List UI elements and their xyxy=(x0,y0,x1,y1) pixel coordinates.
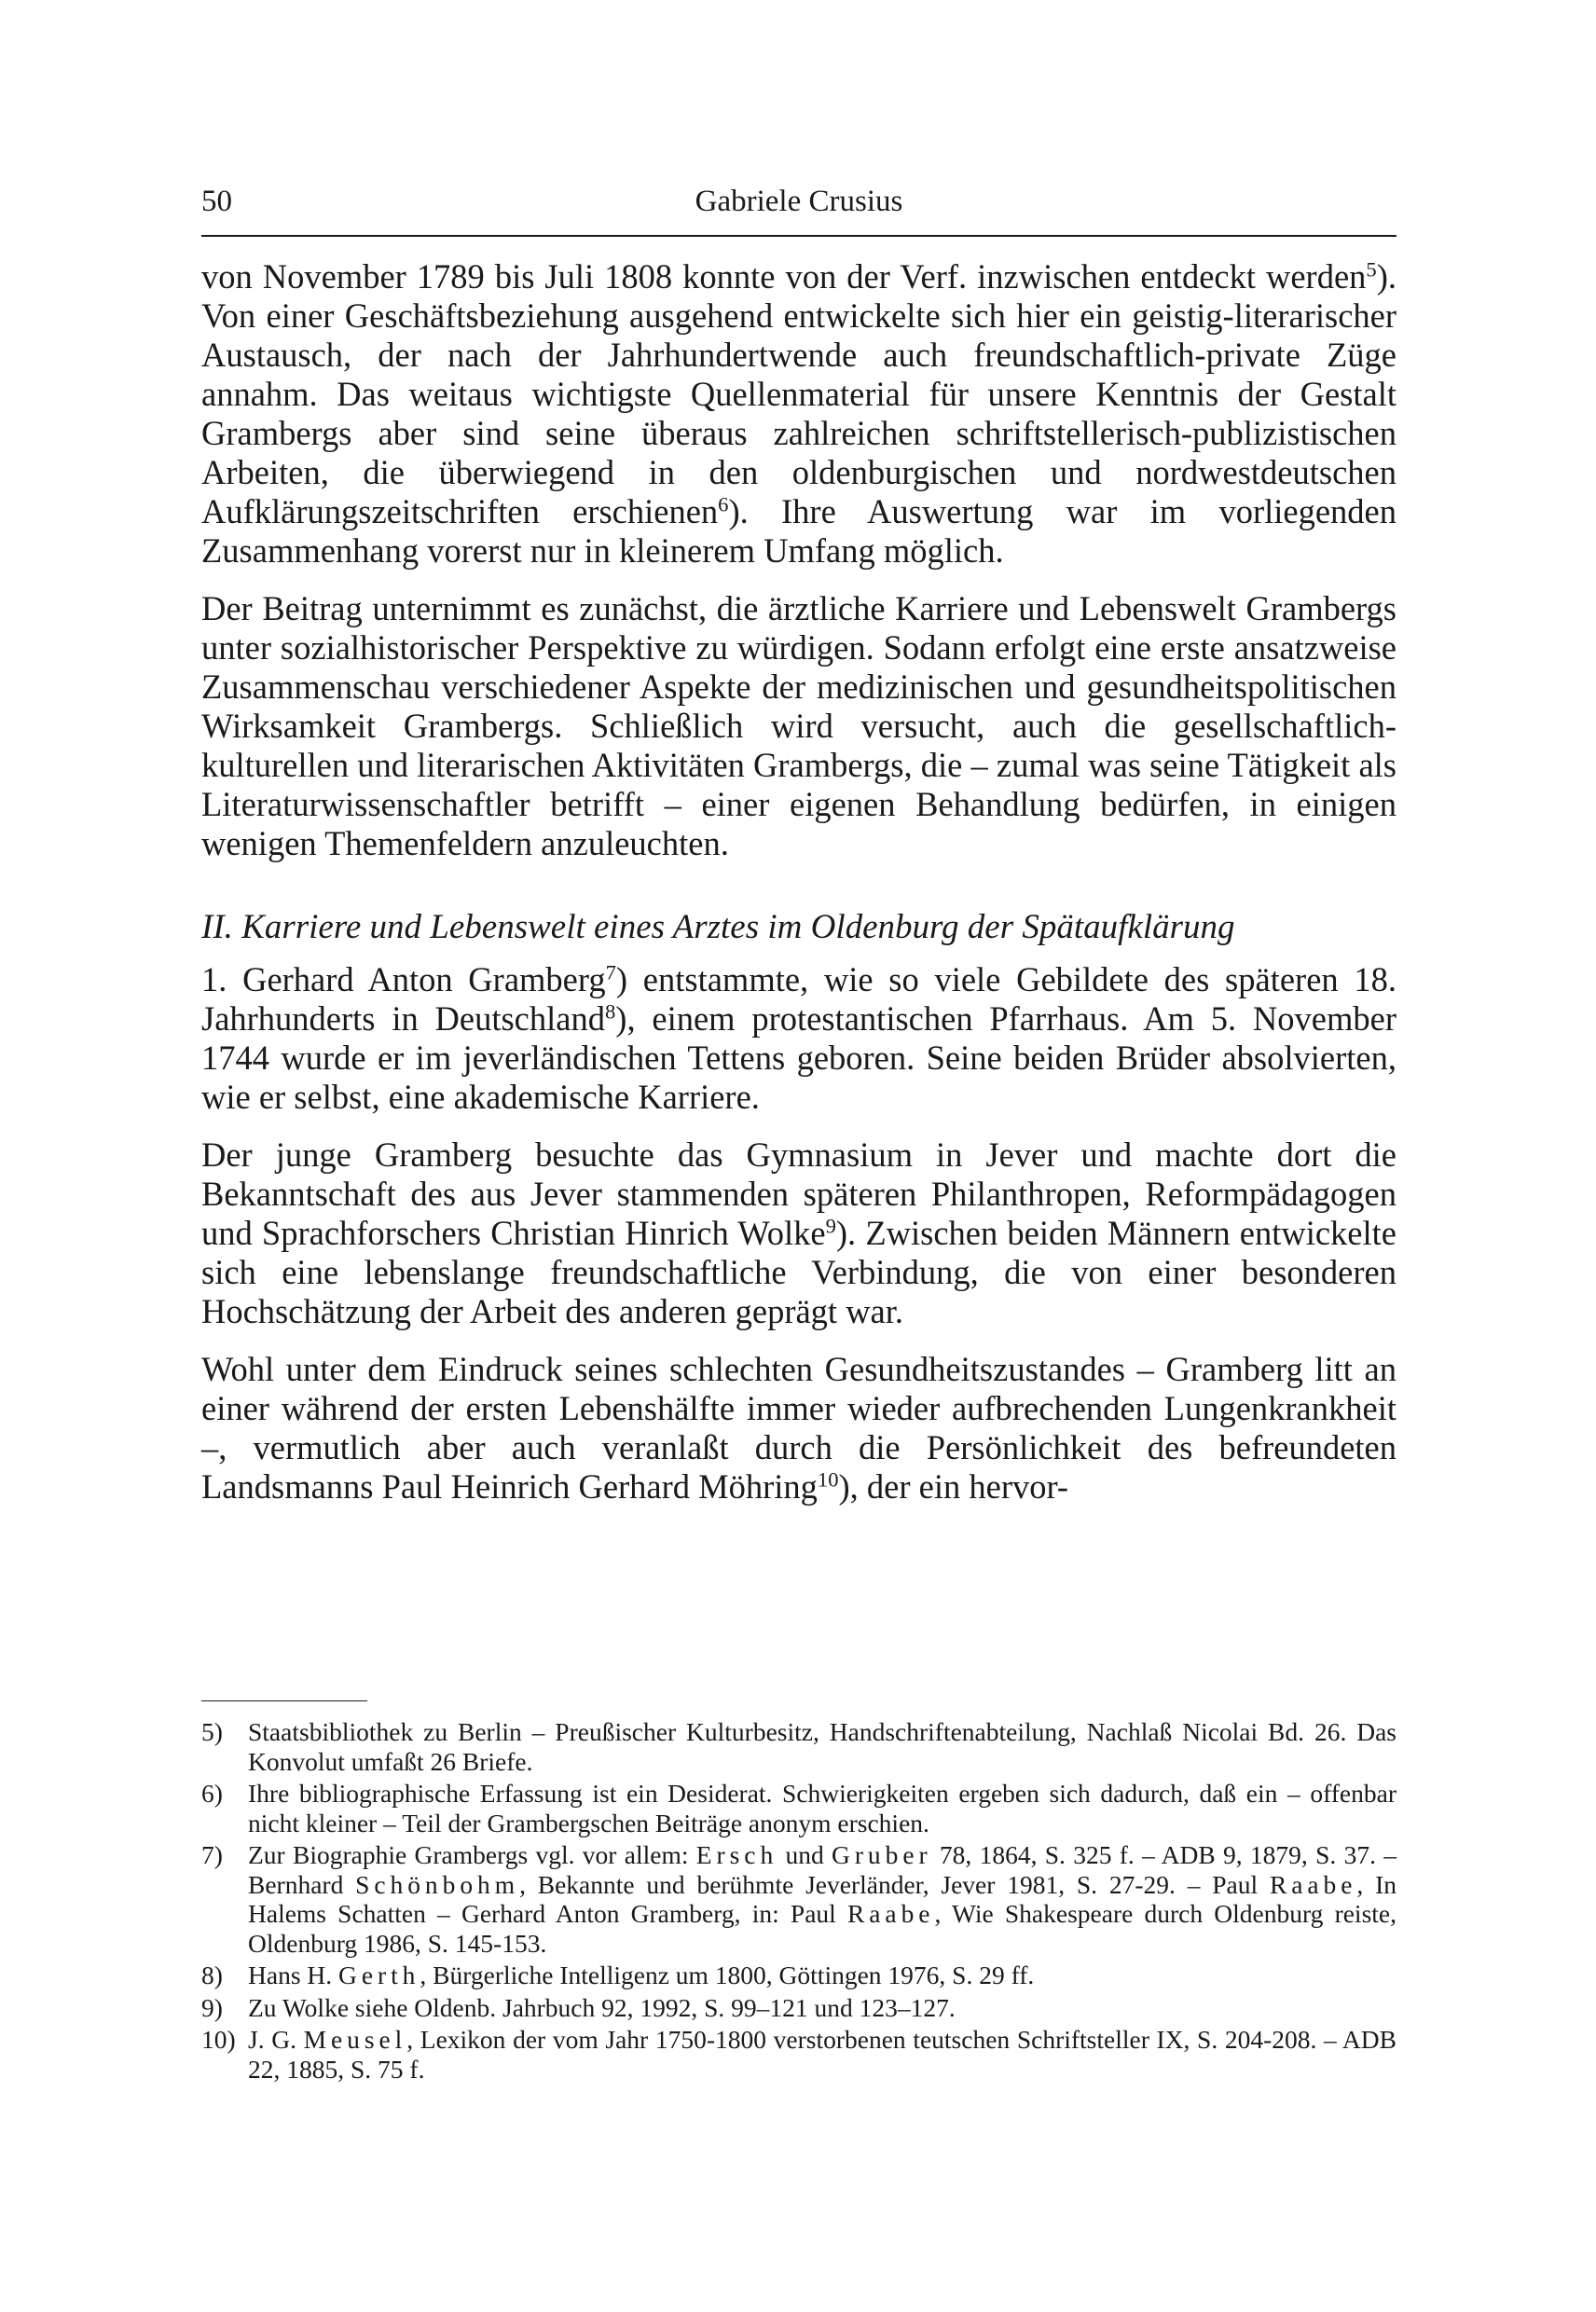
paragraph-1: von November 1789 bis Juli 1808 konnte von der Verf. inzwischen entdeckt werden$^5$). Von einer Geschäftsbeziehung ausgehend entwickelte sich hier ein geistig-literarischer Austausch, der nach der Jahrhundertwende auch freundschaftlich-private Züge annahm. Das weitaus wichtigste Quellenmaterial für unsere Kenntnis der Gestalt Grambergs aber sind seine überaus zahlreichen schriftstellerisch-publizistischen Arbeiten, die überwiegend in den oldenburgischen und nordwestdeutschen Aufklärungszeitschriften erschienen$^6$). Ihre Auswertung war im vorliegenden Zusammenhang vorerst nur in kleinerem Umfang möglich. xyxy=(201,257,1396,570)
paragraph-4: Der junge Gramberg besuchte das Gymnasium in Jever und machte dort die Bekanntschaft des aus Jever stammenden späteren Philanthropen, Reformpädagogen und Sprachforschers Christian Hinrich Wolke$^9$). Zwischen beiden Männern entwickelte sich eine lebenslange freundschaftliche Verbindung, die von einer besonderen Hochschätzung der Arbeit des anderen geprägt war. xyxy=(201,1135,1396,1330)
footnote-mark: 6) xyxy=(201,1779,223,1808)
footnote-mark: 10) xyxy=(201,2025,236,2054)
footnote-ref-6[interactable]: 6 xyxy=(718,492,729,516)
document-page xyxy=(201,0,1396,2312)
footnote-mark: 7) xyxy=(201,1840,223,1869)
footnote-mark: 5) xyxy=(201,1717,223,1746)
section-heading: II. Karriere und Lebenswelt eines Arztes im Oldenburg der Spätaufklärung xyxy=(201,908,1235,946)
author-name: Ersch xyxy=(695,1840,778,1869)
footnote-5: 5) Staatsbibliothek zu Berlin – Preußischer Kulturbesitz, Handschriftenabteilung, Nachlaß Nicolai Bd. 26. Das Konvolut umfaßt 26 Briefe. xyxy=(201,1717,1396,1776)
author-name: Gruber xyxy=(832,1840,932,1869)
author-name: Schönbohm xyxy=(355,1869,520,1899)
footnote-ref-5[interactable]: 5 xyxy=(1366,257,1377,282)
footnote-8: 8) Hans H. Gerth, Bürgerliche Intelligenz um 1800, Göttingen 1976, S. 29 ff. xyxy=(201,1961,1035,1989)
page-number: 50 xyxy=(201,185,232,218)
footnote-mark: 8) xyxy=(201,1961,223,1989)
paragraph-5: Wohl unter dem Eindruck seines schlechten Gesundheitszustandes – Gramberg litt an einer während der ersten Lebenshälfte immer wieder aufbrechenden Lungenkrankheit –, vermutlich aber auch veranlaßt durch die Persönlichkeit des befreundeten Landsmanns Paul Heinrich Gerhard Möhring$^{10}$), der ein hervor- xyxy=(201,1350,1396,1506)
author-name: Raabe xyxy=(846,1899,935,1928)
footnote-7: 7) Zur Biographie Grambergs vgl. vor allem: Ersch und Gruber 78, 1864, S. 325 f. – ADB 9, 1879, S. 37. – Bernhard Schönbohm, Bekannte und berühmte Jeverländer, Jever 1981, S. 27-29. – Paul Raabe, In Halems Schatten – Gerhard Anton Gramberg, in: Paul Raabe, Wie Shakespeare durch Oldenburg reiste, Oldenburg 1986, S. 145-153. xyxy=(201,1840,1396,1958)
footnote-ref-9[interactable]: 9 xyxy=(825,1214,836,1238)
author-name: Meusel xyxy=(303,2025,407,2054)
running-title: Gabriele Crusius xyxy=(695,185,903,218)
page-header xyxy=(201,185,1396,226)
footnote-10: 10) J. G. Meusel, Lexikon der vom Jahr 1750-1800 verstorbenen teutschen Schriftsteller IX, S. 204-208. – ADB 22, 1885, S. 75 f. xyxy=(201,2025,1396,2084)
footnotes xyxy=(201,1717,1396,2086)
paragraph-2: Der Beitrag unternimmt es zunächst, die ärztliche Karriere und Lebenswelt Grambergs unter sozialhistorischer Perspektive zu würdigen. Sodann erfolgt eine erste ansatzweise Zusammenschau verschiedener Aspekte der medizinischen und gesundheitspolitischen Wirksamkeit Grambergs. Schließlich wird versucht, auch die gesellschaftlich-kulturellen und literarischen Aktivitäten Grambergs, die – zumal was seine Tätigkeit als Literaturwissenschaftler betrifft – einer eigenen Behandlung bedürfen, in einigen wenigen Themenfeldern anzuleuchten. xyxy=(201,589,1396,862)
footnote-ref-7[interactable]: 7 xyxy=(605,960,616,984)
footnote-6: 6) Ihre bibliographische Erfassung ist ein Desiderat. Schwierigkeiten ergeben sich dadurch, daß ein – offenbar nicht kleiner – Teil der Grambergschen Beiträge anonym erschien. xyxy=(201,1779,1396,1837)
paragraph-3: 1. Gerhard Anton Gramberg$^7$) entstammte, wie so viele Gebildete des späteren 18. Jahrhunderts in Deutschland$^8$), einem protestantischen Pfarrhaus. Am 5. November 1744 wurde er im jeverländischen Tettens geboren. Seine beiden Brüder absolvierten, wie er selbst, eine akademische Karriere. xyxy=(201,960,1396,1116)
main-text xyxy=(201,257,1396,1525)
footnote-ref-8[interactable]: 8 xyxy=(604,999,616,1024)
footnote-ref-10[interactable]: 10 xyxy=(817,1467,839,1492)
footnote-mark: 9) xyxy=(201,1992,223,2022)
footnote-9: 9) Zu Wolke siehe Oldenb. Jahrbuch 92, 1992, S. 99–121 und 123–127. xyxy=(201,1992,956,2022)
footnote-rule xyxy=(201,1700,367,1701)
author-name: Gerth xyxy=(338,1961,420,1989)
author-name: Raabe xyxy=(1269,1869,1357,1899)
header-rule xyxy=(201,235,1396,237)
